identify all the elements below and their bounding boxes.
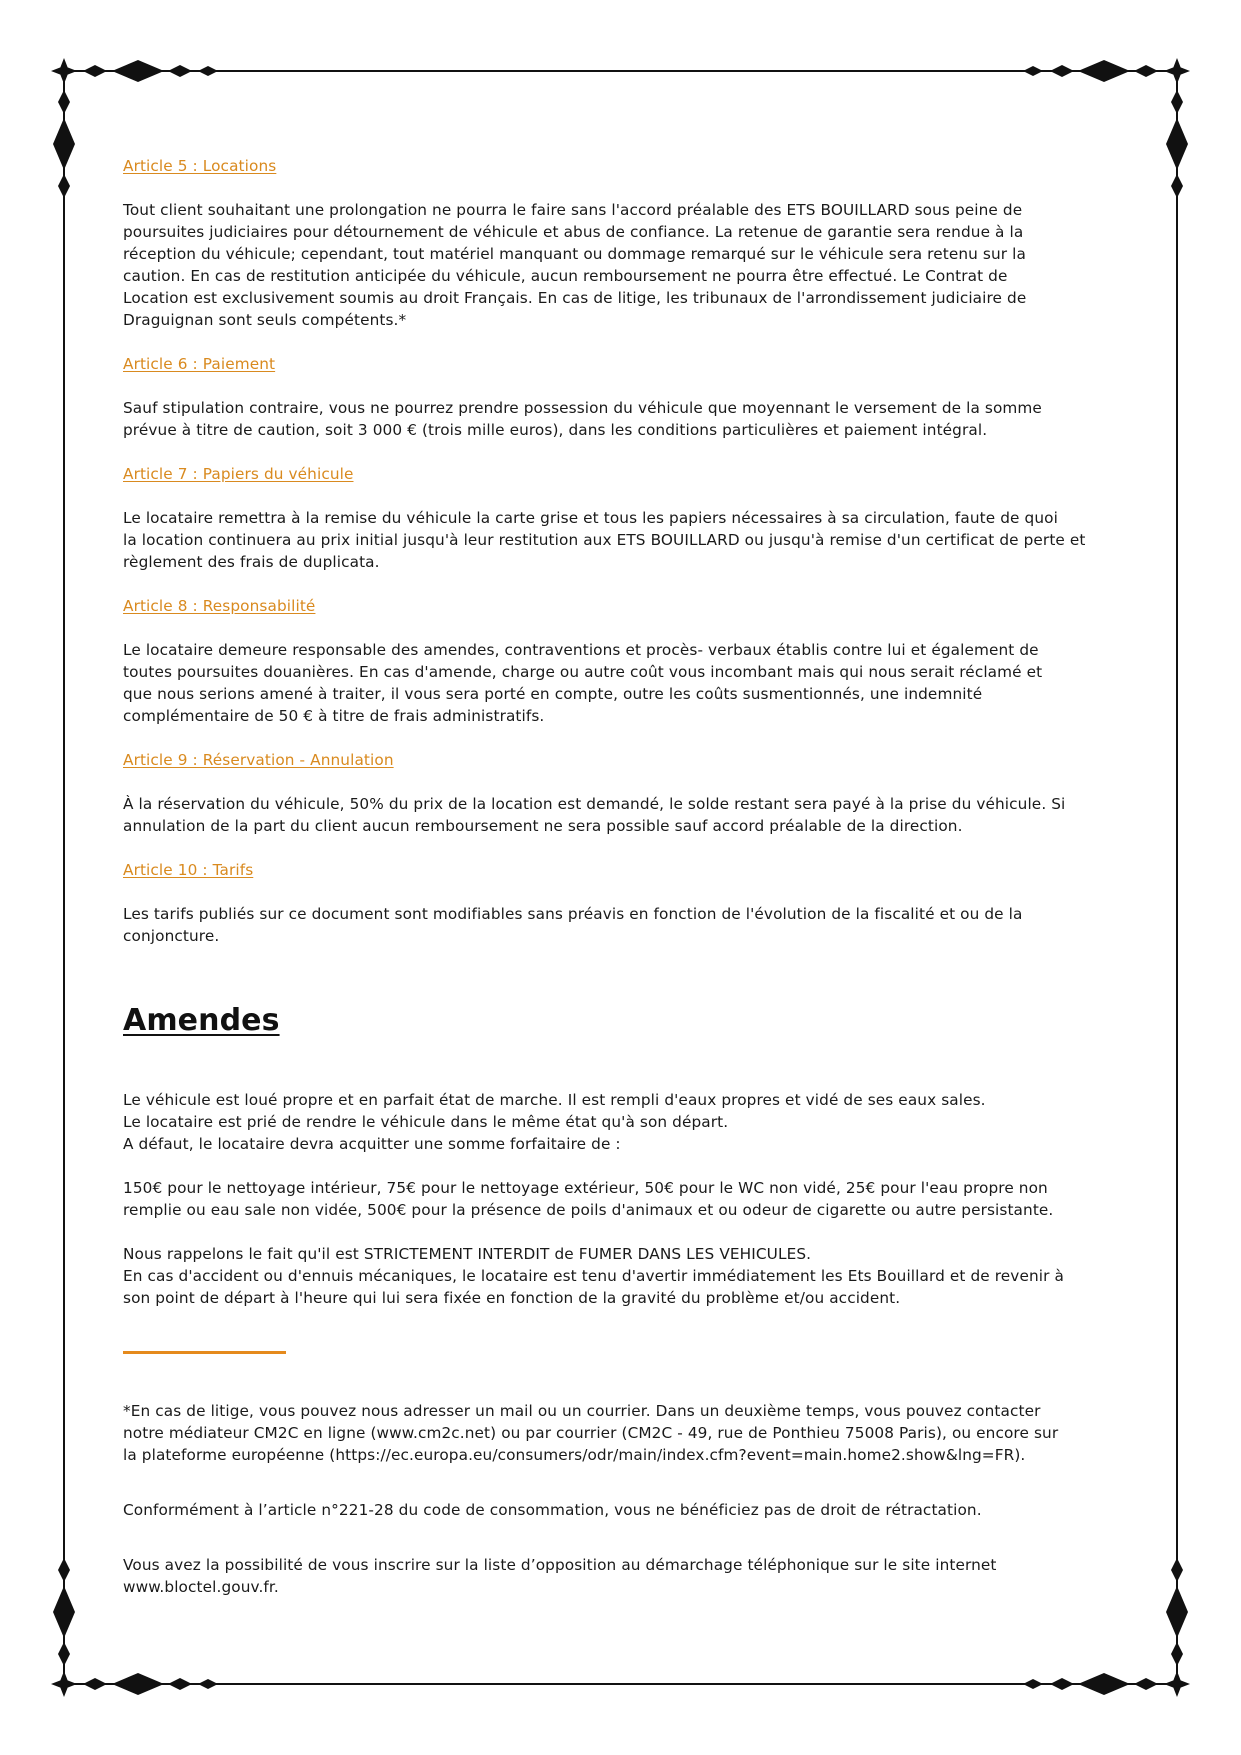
frame-diamond-ornament (198, 66, 218, 76)
amendes-fees-line: remplie ou eau sale non vidée, 500€ pour la présence de poils d'animaux et ou odeur de cigarette ou autre persistante. (123, 1201, 1054, 1219)
corner-star-ornament (1164, 58, 1190, 84)
amendes-fees (123, 1177, 1123, 1221)
footnote-bloctel-line: www.bloctel.gouv.fr. (123, 1578, 279, 1596)
article-9-text (123, 793, 1123, 837)
frame-diamond-ornament (112, 1673, 164, 1695)
frame-diamond-ornament (53, 118, 75, 170)
footnote-litige-line: notre médiateur CM2C en ligne (www.cm2c.net) ou par courrier (CM2C - 49, rue de Ponthieu 75008 Paris), ou encore sur (123, 1424, 1059, 1442)
article-6-text (123, 397, 1123, 441)
article-7-line: règlement des frais de duplicata. (123, 553, 380, 571)
frame-diamond-ornament (112, 60, 164, 82)
frame-diamond-ornament (1134, 65, 1158, 77)
document-body (123, 155, 1123, 1598)
frame-diamond-ornament (198, 1679, 218, 1689)
frame-diamond-ornament (58, 1642, 70, 1666)
frame-diamond-ornament (1023, 66, 1043, 76)
frame-diamond-ornament (1171, 174, 1183, 198)
frame-diamond-ornament (83, 1678, 107, 1690)
frame-diamond-ornament (1050, 1678, 1074, 1690)
amendes-intro (123, 1089, 1123, 1155)
article-8-title: Article 8 : Responsabilité (123, 597, 316, 615)
frame-diamond-ornament (168, 1678, 192, 1690)
frame-diamond-ornament (1078, 60, 1130, 82)
article-6-title: Article 6 : Paiement (123, 355, 276, 373)
amendes-notice-line: Nous rappelons le fait qu'il est STRICTEMENT INTERDIT de FUMER DANS LES VEHICULES. (123, 1245, 812, 1263)
frame-diamond-ornament (1171, 1558, 1183, 1582)
frame-diamond-ornament (1023, 1679, 1043, 1689)
amendes-intro-line: A défaut, le locataire devra acquitter une somme forfaitaire de : (123, 1135, 621, 1153)
frame-diamond-ornament (1134, 1678, 1158, 1690)
frame-diamond-ornament (58, 1558, 70, 1582)
article-5-line: poursuites judiciaires pour détournement de véhicule et abus de confiance. La retenue de garantie sera rendue à la (123, 223, 1024, 241)
article-10-line: Les tarifs publiés sur ce document sont modifiables sans préavis en fonction de l'évolution de la fiscalité et ou de la (123, 905, 1023, 923)
frame-diamond-ornament (1166, 1586, 1188, 1638)
article-5-line: Tout client souhaitant une prolongation ne pourra le faire sans l'accord préalable des ETS BOUILLARD sous peine de (123, 201, 1023, 219)
footnote-bloctel (123, 1554, 1123, 1598)
frame-diamond-ornament (53, 1586, 75, 1638)
corner-star-ornament (51, 1671, 77, 1697)
article-5-line: réception du véhicule; cependant, tout matériel manquant ou dommage remarqué sur le véhicule sera retenu sur la (123, 245, 1026, 263)
frame-diamond-ornament (1078, 1673, 1130, 1695)
article-8-line: toutes poursuites douanières. En cas d'amende, charge ou autre coût vous incombant mais qui nous serait réclamé et (123, 663, 1043, 681)
article-6-line: prévue à titre de caution, soit 3 000 € (trois mille euros), dans les conditions particulières et paiement intégral. (123, 421, 988, 439)
amendes-intro-line: Le véhicule est loué propre et en parfait état de marche. Il est rempli d'eaux propres et vidé de ses eaux sales. (123, 1091, 986, 1109)
article-7-text (123, 507, 1123, 573)
amendes-notice-line: En cas d'accident ou d'ennuis mécaniques, le locataire est tenu d'avertir immédiatement les Ets Bouillard et de revenir à (123, 1267, 1064, 1285)
frame-diamond-ornament (58, 90, 70, 114)
article-10-line: conjoncture. (123, 927, 220, 945)
article-9-line: À la réservation du véhicule, 50% du prix de la location est demandé, le solde restant sera payé à la prise du véhicule. Si (123, 795, 1066, 813)
footnote-retractation (123, 1499, 1123, 1521)
frame-diamond-ornament (168, 65, 192, 77)
article-10-text (123, 903, 1123, 947)
frame-diamond-ornament (1050, 65, 1074, 77)
frame-diamond-ornament (58, 174, 70, 198)
footnote-litige (123, 1400, 1123, 1466)
amendes-fees-line: 150€ pour le nettoyage intérieur, 75€ pour le nettoyage extérieur, 50€ pour le WC non vidé, 25€ pour l'eau propre non (123, 1179, 1048, 1197)
article-5-title: Article 5 : Locations (123, 157, 277, 175)
frame-diamond-ornament (1166, 118, 1188, 170)
amendes-heading: Amendes (123, 1003, 280, 1038)
frame-diamond-ornament (1171, 1642, 1183, 1666)
article-8-text (123, 639, 1123, 727)
amendes-notice-line: son point de départ à l'heure qui lui sera fixée en fonction de la gravité du problème et/ou accident. (123, 1289, 901, 1307)
article-8-line: Le locataire demeure responsable des amendes, contraventions et procès- verbaux établis contre lui et également de (123, 641, 1039, 659)
amendes-intro-line: Le locataire est prié de rendre le véhicule dans le même état qu'à son départ. (123, 1113, 729, 1131)
article-8-line: complémentaire de 50 € à titre de frais administratifs. (123, 707, 545, 725)
article-9-line: annulation de la part du client aucun remboursement ne sera possible sauf accord préalable de la direction. (123, 817, 963, 835)
corner-star-ornament (51, 58, 77, 84)
amendes-notice (123, 1243, 1123, 1309)
frame-diamond-ornament (83, 65, 107, 77)
article-5-line: caution. En cas de restitution anticipée du véhicule, aucun remboursement ne pourra être effectué. Le Contrat de (123, 267, 1008, 285)
article-8-line: que nous serions amené à traiter, il vous sera porté en compte, outre les coûts susmentionnés, une indemnité (123, 685, 983, 703)
footnote-retractation-line: Conformément à l’article n°221-28 du code de consommation, vous ne bénéficiez pas de droit de rétractation. (123, 1501, 982, 1519)
frame-diamond-ornament (1171, 90, 1183, 114)
article-9-title: Article 9 : Réservation - Annulation (123, 751, 394, 769)
article-7-title: Article 7 : Papiers du véhicule (123, 465, 354, 483)
article-5-text (123, 199, 1123, 331)
corner-star-ornament (1164, 1671, 1190, 1697)
article-6-line: Sauf stipulation contraire, vous ne pourrez prendre possession du véhicule que moyennant le versement de la somme (123, 399, 1042, 417)
article-5-line: Draguignan sont seuls compétents.* (123, 311, 407, 329)
footnote-litige-line: la plateforme européenne (https://ec.europa.eu/consumers/odr/main/index.cfm?event=main.home2.show&lng=FR). (123, 1446, 1026, 1464)
footnote-bloctel-line: Vous avez la possibilité de vous inscrire sur la liste d’opposition au démarchage téléphonique sur le site internet (123, 1556, 997, 1574)
article-7-line: Le locataire remettra à la remise du véhicule la carte grise et tous les papiers nécessaires à sa circulation, faute de quoi (123, 509, 1058, 527)
article-5-line: Location est exclusivement soumis au droit Français. En cas de litige, les tribunaux de l'arrondissement judiciaire de (123, 289, 1027, 307)
footnote-litige-line: *En cas de litige, vous pouvez nous adresser un mail ou un courrier. Dans un deuxième temps, vous pouvez contacter (123, 1402, 1041, 1420)
article-7-line: la location continuera au prix initial jusqu'à leur restitution aux ETS BOUILLARD ou jusqu'à remise d'un certificat de perte et (123, 531, 1086, 549)
article-10-title: Article 10 : Tarifs (123, 861, 254, 879)
